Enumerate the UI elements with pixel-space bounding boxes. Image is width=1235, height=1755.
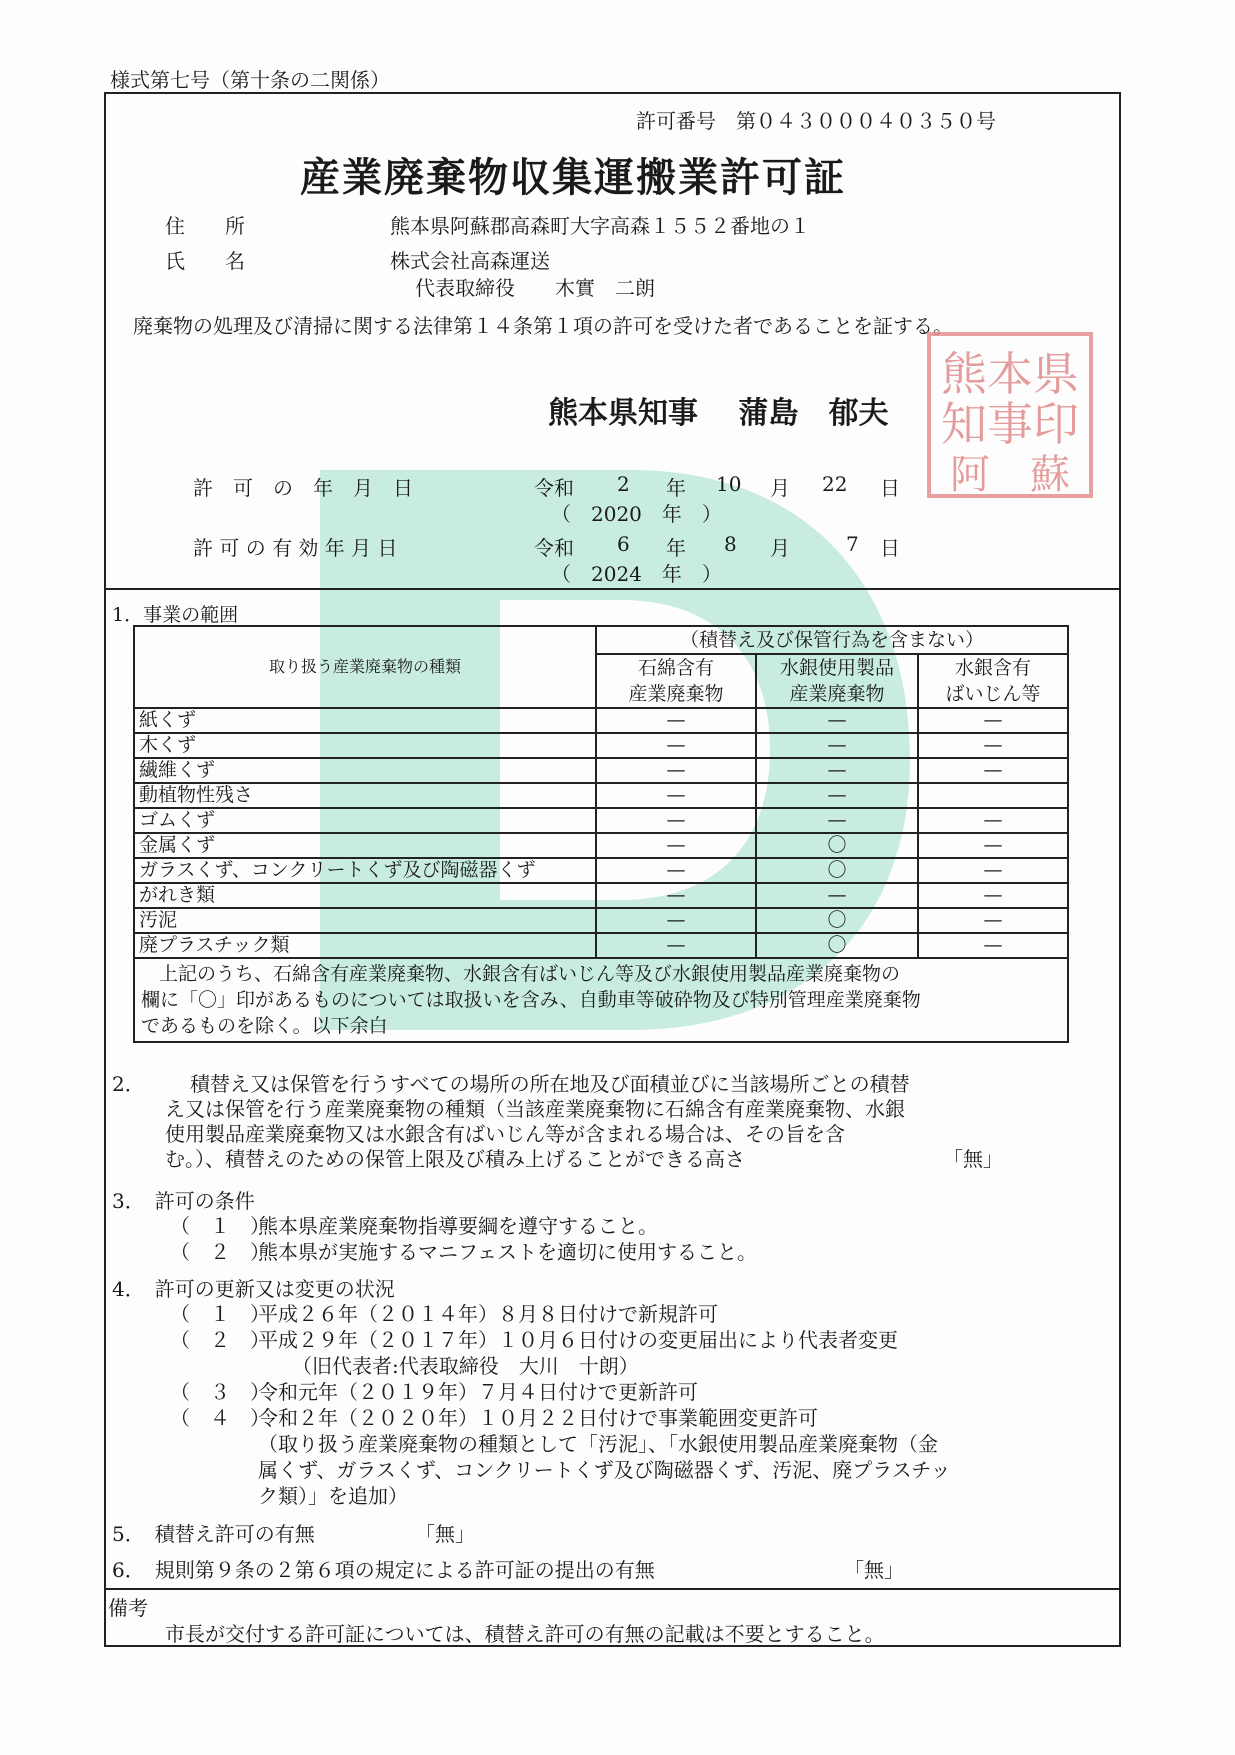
address-label: 住 所	[165, 214, 245, 238]
section2-line2: え又は保管を行う産業廃棄物の種類（当該産業廃棄物に石綿含有産業廃棄物、水銀	[165, 1097, 905, 1121]
section6-value: 「無」	[844, 1558, 904, 1582]
section4-item4-sub1: （取り扱う産業廃棄物の種類として「汚泥」、「水銀使用製品産業廃棄物（金	[258, 1432, 938, 1456]
section4-heading: 4． 許可の更新又は変更の状況	[112, 1277, 395, 1301]
mercury-dust-cell: —	[918, 908, 1068, 933]
mercury-products-cell: —	[756, 708, 918, 733]
permit-date-tsuki: 月	[770, 476, 790, 500]
section3-heading: 3． 許可の条件	[112, 1189, 255, 1213]
table-row	[134, 883, 1068, 908]
section3-item2-text: 熊本県が実施するマニフェストを適切に使用すること。	[258, 1240, 757, 1264]
svg-text:阿 蘇: 阿 蘇	[950, 452, 1070, 498]
table-note-line1: 上記のうち、石綿含有産業廃棄物、水銀含有ばいじん等及び水銀使用製品産業廃棄物の	[159, 963, 901, 985]
section1-heading: 1．事業の範囲	[112, 604, 239, 626]
form-label: 様式第七号（第十条の二関係）	[110, 68, 390, 92]
waste-type-cell: 金属くず	[134, 833, 596, 858]
table-note-line2: 欄に「〇」印があるものについては取扱いを含み、自動車等破砕物及び特別管理産業廃棄物	[141, 989, 921, 1011]
mercury-products-cell: —	[756, 758, 918, 783]
waste-scope-table	[133, 625, 1069, 1043]
section2-num: 2．	[112, 1072, 145, 1096]
svg-text:熊本県: 熊本県	[941, 347, 1079, 401]
remarks-text: 市長が交付する許可証については、積替え許可の有無の記載は不要とすること。	[165, 1622, 885, 1646]
mercury-products-cell: —	[756, 783, 918, 808]
document-title: 産業廃棄物収集運搬業許可証	[300, 154, 846, 201]
address-value: 熊本県阿蘇郡高森町大字高森１５５２番地の１	[390, 214, 810, 238]
asbestos-cell: —	[596, 808, 756, 833]
table-row	[134, 733, 1068, 758]
permit-date-western: （ 2020 年 ）	[551, 502, 722, 526]
mercury-products-cell: 〇	[756, 858, 918, 883]
mercury-dust-cell: —	[918, 733, 1068, 758]
section2-value: 「無」	[943, 1147, 1003, 1171]
mercury-dust-cell: —	[918, 858, 1068, 883]
valid-date-nen: 年	[666, 536, 686, 560]
section3-item2-num: （ ２ ）	[170, 1240, 270, 1264]
section5-heading: 5． 積替え許可の有無	[112, 1522, 315, 1546]
table-note-line3: であるものを除く。以下余白	[141, 1015, 388, 1037]
section4-item3-num: （ ３ ）	[170, 1380, 270, 1404]
section4-item1-text: 平成２６年（２０１４年）８月８日付けで新規許可	[258, 1302, 718, 1326]
valid-date-day: 7	[846, 532, 859, 556]
waste-type-cell: ガラスくず、コンクリートくず及び陶磁器くず	[134, 858, 596, 883]
table-row	[134, 833, 1068, 858]
header-divider	[104, 588, 1121, 590]
section4-item2-text: 平成２９年（２０１７年）１０月６日付けの変更届出により代表者変更	[258, 1328, 898, 1352]
official-seal	[925, 330, 1095, 500]
header-waste-type: 取り扱う産業廃棄物の種類	[134, 626, 596, 708]
waste-type-cell: 木くず	[134, 733, 596, 758]
table-row	[134, 808, 1068, 833]
waste-type-cell: 繊維くず	[134, 758, 596, 783]
permit-date-year: 2	[617, 472, 630, 496]
section5-value: 「無」	[415, 1522, 475, 1546]
valid-date-year: 6	[617, 532, 630, 556]
section4-item4-sub2: 属くず、ガラスくず、コンクリートくず及び陶磁器くず、汚泥、廃プラスチッ	[258, 1458, 951, 1482]
section6-heading: 6． 規則第９条の２第６項の規定による許可証の提出の有無	[112, 1558, 655, 1582]
section2-line1: 積替え又は保管を行うすべての場所の所在地及び面積並びに当該場所ごとの積替	[190, 1072, 910, 1096]
asbestos-cell: —	[596, 933, 756, 958]
waste-type-cell: 紙くず	[134, 708, 596, 733]
valid-date-month: 8	[724, 532, 737, 556]
name-label: 氏 名	[165, 249, 245, 273]
mercury-products-cell: —	[756, 808, 918, 833]
mercury-products-cell: 〇	[756, 833, 918, 858]
waste-type-cell: 動植物性残さ	[134, 783, 596, 808]
representative: 代表取締役 木實 二朗	[415, 276, 655, 300]
mercury-products-cell: 〇	[756, 908, 918, 933]
asbestos-cell: —	[596, 783, 756, 808]
mercury-products-cell: 〇	[756, 933, 918, 958]
asbestos-cell: —	[596, 758, 756, 783]
header-group: （積替え及び保管行為を含まない）	[596, 626, 1068, 654]
section3-item1-text: 熊本県産業廃棄物指導要綱を遵守すること。	[258, 1214, 658, 1238]
remarks-label: 備考	[108, 1596, 148, 1620]
table-row	[134, 933, 1068, 958]
section4-item3-text: 令和元年（２０１９年）７月４日付けで更新許可	[258, 1380, 698, 1404]
section4-item4-num: （ ４ ）	[170, 1406, 270, 1430]
mercury-dust-cell: —	[918, 808, 1068, 833]
company-name: 株式会社高森運送	[390, 249, 550, 273]
permit-date-label: 許 可 の 年 月 日	[193, 476, 413, 500]
table-row	[134, 758, 1068, 783]
header-asbestos: 石綿含有 産業廃棄物	[596, 654, 756, 708]
valid-date-western: （ 2024 年 ）	[551, 562, 722, 586]
table-row	[134, 858, 1068, 883]
table-header-row	[134, 626, 1068, 654]
certification-text: 廃棄物の処理及び清掃に関する法律第１４条第１項の許可を受けた者であることを証する。	[133, 314, 953, 338]
section4-item2-sub: （旧代表者:代表取締役 大川 十朗）	[292, 1354, 639, 1378]
section2-line3: 使用製品産業廃棄物又は水銀含有ばいじん等が含まれる場合は、その旨を含	[165, 1122, 845, 1146]
table-note-row	[134, 958, 1068, 1042]
table-row	[134, 783, 1068, 808]
valid-date-hi: 日	[880, 536, 900, 560]
asbestos-cell: —	[596, 708, 756, 733]
svg-text:知事印: 知事印	[941, 397, 1079, 451]
section4-item4-sub3: ク類）」を追加）	[258, 1484, 408, 1508]
waste-type-cell: 廃プラスチック類	[134, 933, 596, 958]
mercury-dust-cell: —	[918, 708, 1068, 733]
asbestos-cell: —	[596, 858, 756, 883]
waste-type-cell: がれき類	[134, 883, 596, 908]
section4-item1-num: （ １ ）	[170, 1302, 270, 1326]
asbestos-cell: —	[596, 833, 756, 858]
table-row	[134, 708, 1068, 733]
permit-date-month: 10	[716, 472, 742, 496]
valid-date-label: 許 可 の 有 効 年 月 日	[193, 536, 398, 560]
mercury-products-cell: —	[756, 733, 918, 758]
section3-item1-num: （ １ ）	[170, 1214, 270, 1238]
asbestos-cell: —	[596, 883, 756, 908]
permit-date-era: 令和	[534, 476, 574, 500]
mercury-dust-cell: —	[918, 933, 1068, 958]
section4-item2-num: （ ２ ）	[170, 1328, 270, 1352]
mercury-dust-cell: —	[918, 758, 1068, 783]
mercury-dust-cell: —	[918, 833, 1068, 858]
valid-date-tsuki: 月	[770, 536, 790, 560]
permit-date-hi: 日	[880, 476, 900, 500]
table-row	[134, 908, 1068, 933]
waste-type-cell: ゴムくず	[134, 808, 596, 833]
section2-line4: む。）、積替えのための保管上限及び積み上げることができる高さ	[165, 1147, 745, 1171]
remarks-divider	[104, 1588, 1121, 1590]
section4-item4-text: 令和２年（２０２０年）１０月２２日付けで事業範囲変更許可	[258, 1406, 818, 1430]
permit-date-nen: 年	[666, 476, 686, 500]
mercury-dust-cell	[918, 783, 1068, 808]
mercury-dust-cell: —	[918, 883, 1068, 908]
valid-date-era: 令和	[534, 536, 574, 560]
header-mercury-products: 水銀使用製品 産業廃棄物	[756, 654, 918, 708]
header-mercury-dust: 水銀含有 ばいじん等	[918, 654, 1068, 708]
asbestos-cell: —	[596, 908, 756, 933]
permit-date-day: 22	[822, 472, 848, 496]
asbestos-cell: —	[596, 733, 756, 758]
waste-type-cell: 汚泥	[134, 908, 596, 933]
permit-number: 許可番号 第０４３０００４０３５０号	[636, 109, 996, 133]
issuer-name: 熊本県知事 蒲島 郁夫	[548, 396, 889, 431]
mercury-products-cell: —	[756, 883, 918, 908]
